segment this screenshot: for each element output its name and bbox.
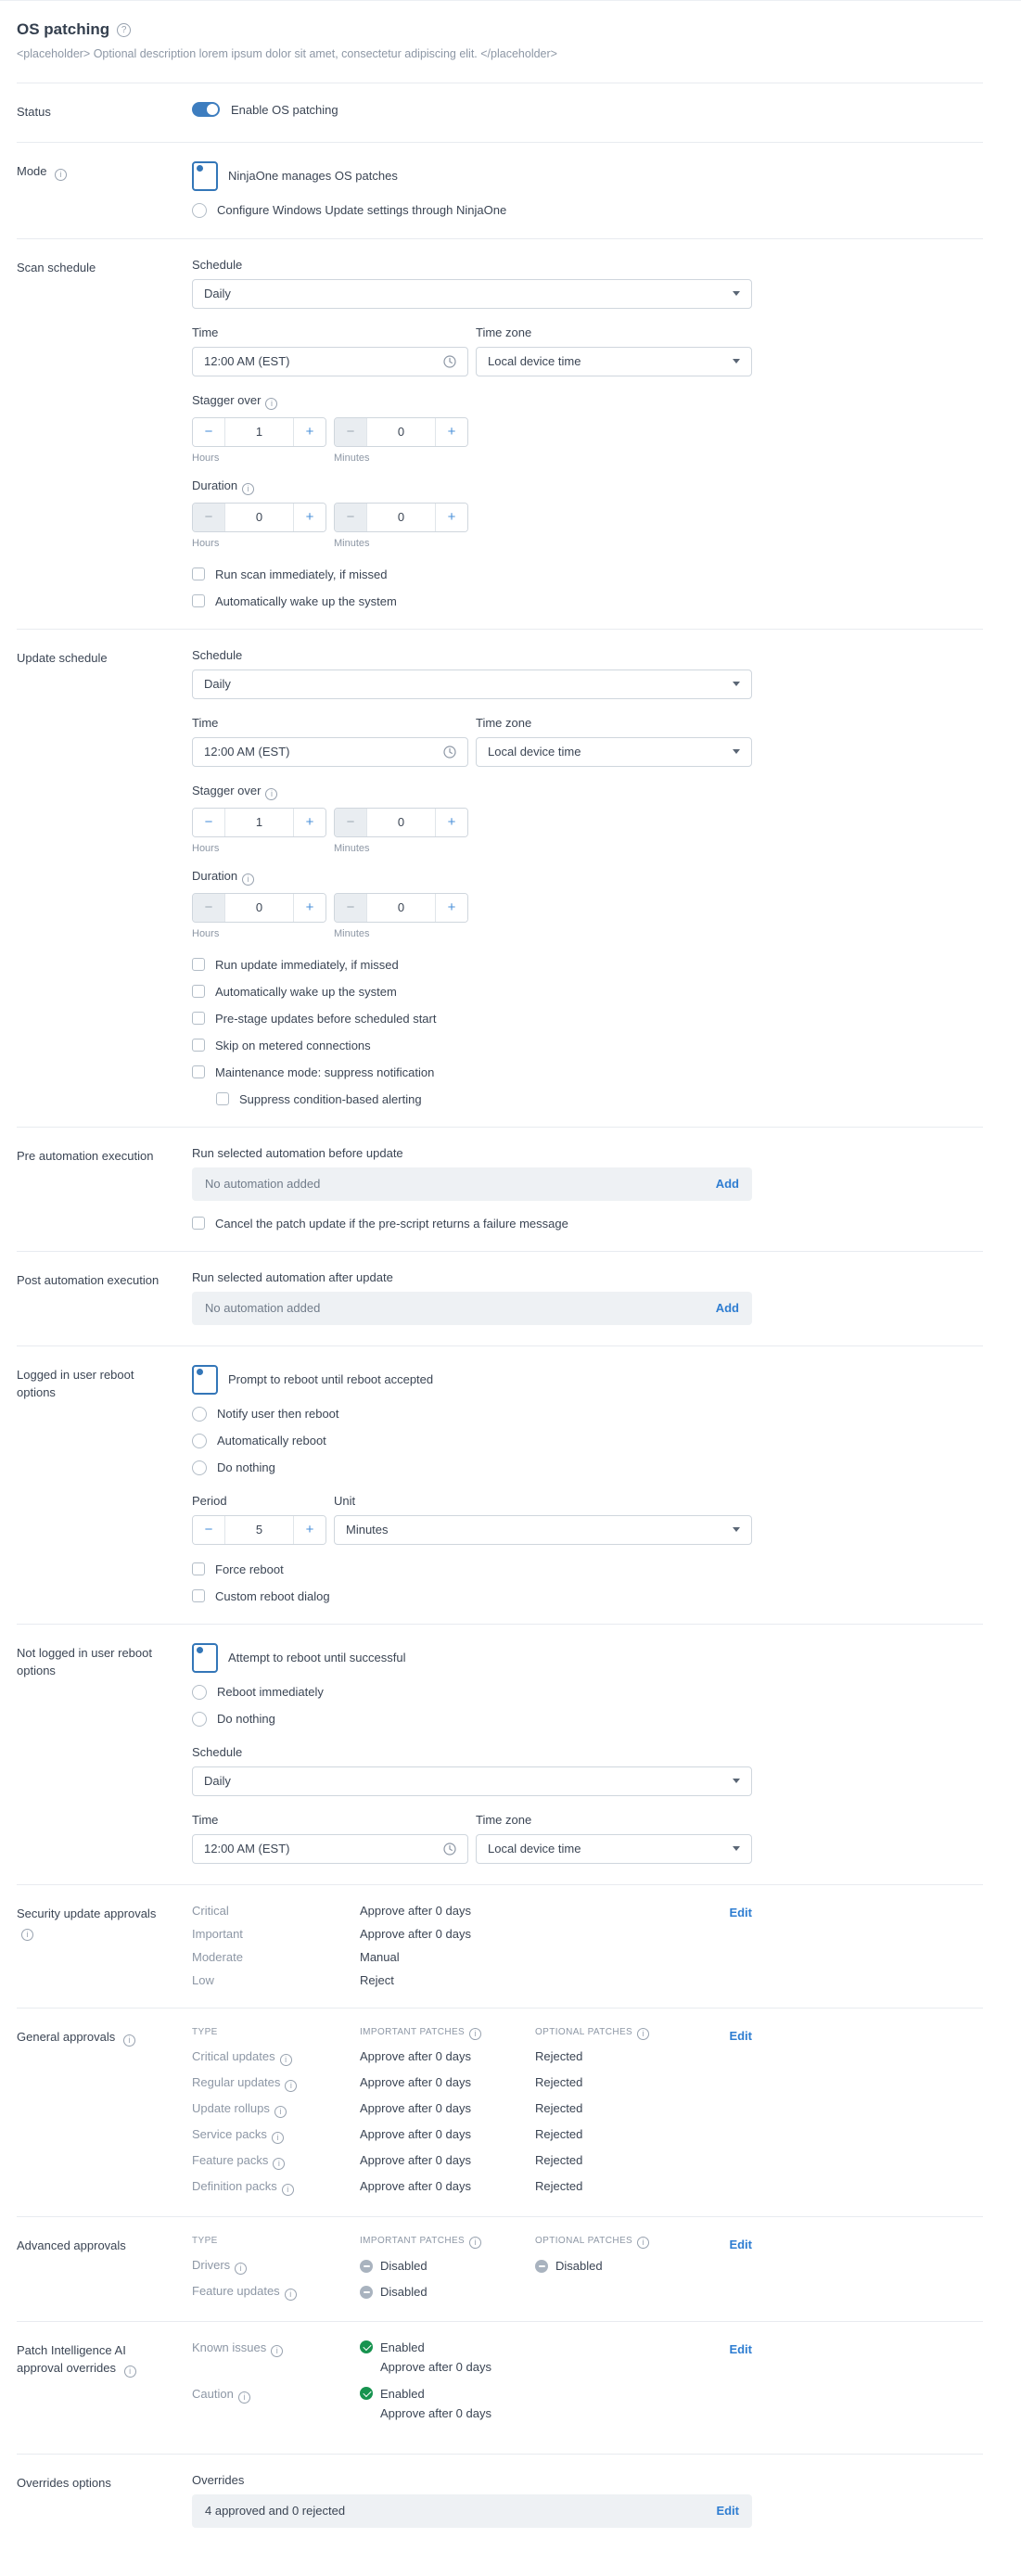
timezone-label: Time zone — [476, 1812, 532, 1827]
overrides-summary-bar — [192, 2494, 752, 2528]
radio-notify-then-reboot[interactable]: Notify user then reboot — [192, 1407, 752, 1422]
info-icon[interactable] — [469, 2028, 481, 2040]
overrides-summary: 4 approved and 0 rejected — [205, 2504, 346, 2519]
increment-button[interactable] — [294, 809, 325, 836]
decrement-button-disabled[interactable] — [335, 809, 366, 836]
minutes-label: Minutes — [334, 842, 370, 854]
no-automation-placeholder: No automation added — [205, 1301, 321, 1316]
column-header-type: TYPE — [192, 2026, 218, 2037]
hours-label: Hours — [192, 537, 220, 549]
radio-selected-icon — [192, 1365, 218, 1395]
patch-type-label: Regular updates i — [192, 2075, 360, 2092]
info-icon[interactable] — [282, 2184, 294, 2196]
patch-type-label: Definition packs i — [192, 2179, 360, 2196]
disabled-badge-icon — [535, 2260, 548, 2273]
increment-button[interactable] — [294, 1516, 325, 1544]
important-patches-status: Disabled — [360, 2284, 535, 2301]
radio-prompt-to-reboot[interactable]: Prompt to reboot until reboot accepted — [192, 1365, 752, 1395]
scan-duration-hours-stepper — [192, 503, 326, 532]
radio-do-nothing[interactable]: Do nothing — [192, 1460, 752, 1475]
info-icon[interactable] — [21, 1929, 33, 1941]
enabled-badge-icon — [360, 2340, 373, 2353]
chevron-down-icon — [733, 359, 740, 363]
schedule-label: Schedule — [192, 1744, 243, 1759]
checkbox-custom-reboot-dialog[interactable]: Custom reboot dialog — [192, 1589, 752, 1603]
radio-reboot-immediately[interactable]: Reboot immediately — [192, 1685, 752, 1700]
unit-select[interactable]: Minutes — [334, 1515, 752, 1545]
os-patching-settings-panel — [0, 1, 1021, 2576]
minutes-label: Minutes — [334, 537, 370, 549]
important-patches-value: Approve after 0 days — [360, 2152, 471, 2167]
edit-overrides-button[interactable]: Edit — [716, 2504, 739, 2519]
info-icon[interactable] — [273, 2158, 285, 2170]
section-label: Pre automation execution — [17, 1148, 154, 1163]
info-icon[interactable] — [242, 483, 254, 495]
section-update-schedule — [17, 629, 983, 1127]
update-schedule-select[interactable]: Daily — [192, 670, 752, 699]
increment-button[interactable] — [294, 894, 325, 922]
post-automation-field-label: Run selected automation after update — [192, 1269, 393, 1284]
info-icon[interactable] — [272, 2132, 284, 2144]
section-general-approvals — [17, 2008, 983, 2216]
time-label: Time — [192, 325, 219, 339]
post-automation-bar — [192, 1292, 752, 1325]
severity-label: Important — [192, 1926, 243, 1941]
pre-automation-field-label: Run selected automation before update — [192, 1145, 403, 1160]
severity-label: Moderate — [192, 1949, 243, 1964]
info-icon[interactable] — [285, 2080, 297, 2092]
patch-type-label: Service packs i — [192, 2127, 360, 2144]
checkbox-run-update-if-missed[interactable]: Run update immediately, if missed — [192, 958, 752, 972]
checkbox-icon — [192, 1012, 205, 1025]
approval-value: Approve after 0 days — [360, 1926, 471, 1941]
decrement-button-disabled[interactable] — [335, 504, 366, 531]
unit-label: Unit — [334, 1493, 356, 1508]
info-icon[interactable] — [285, 2289, 297, 2301]
update-time-input[interactable]: 12:00 AM (EST) — [192, 737, 468, 767]
severity-label: Low — [192, 1972, 214, 1987]
update-duration-minutes-stepper — [334, 893, 468, 923]
enabled-status: Enabled — [360, 2387, 752, 2401]
stepper-value[interactable]: 0 — [366, 809, 436, 836]
toggle-on-icon — [192, 102, 220, 117]
stepper-value[interactable]: 0 — [366, 894, 436, 922]
scan-duration-minutes-stepper — [334, 503, 468, 532]
increment-button[interactable] — [436, 418, 467, 446]
section-patch-intelligence — [17, 2321, 983, 2454]
clock-icon — [443, 746, 456, 759]
edit-patch-intelligence-button[interactable]: Edit — [729, 2341, 752, 2356]
stagger-over-label: Stagger over — [192, 392, 262, 407]
checkbox-run-scan-if-missed[interactable]: Run scan immediately, if missed — [192, 567, 752, 581]
section-label: Patch Intelligence AI approval overrides i — [17, 2340, 174, 2433]
schedule-label: Schedule — [192, 257, 243, 272]
important-patches-value: Approve after 0 days — [360, 2100, 471, 2115]
hours-label: Hours — [192, 842, 220, 854]
checkbox-icon — [216, 1092, 229, 1105]
stepper-value[interactable]: 0 — [366, 418, 436, 446]
section-post-automation — [17, 1251, 983, 1345]
time-label: Time — [192, 1812, 219, 1827]
add-automation-button[interactable]: Add — [715, 1177, 739, 1192]
column-header-important: IMPORTANT PATCHES i — [360, 2236, 535, 2249]
reboot-schedule-select[interactable]: Daily — [192, 1766, 752, 1796]
edit-security-approvals-button[interactable]: Edit — [729, 1905, 752, 1919]
increment-button[interactable] — [436, 504, 467, 531]
override-type-label: Caution i — [192, 2387, 360, 2433]
info-icon[interactable] — [637, 2028, 649, 2040]
section-status — [17, 83, 983, 142]
patch-type-label: Drivers i — [192, 2258, 360, 2275]
stepper-value[interactable]: 0 — [366, 504, 436, 531]
checkbox-icon — [192, 985, 205, 998]
radio-icon — [192, 1434, 207, 1448]
checkbox-auto-wake[interactable]: Automatically wake up the system — [192, 985, 752, 999]
decrement-button[interactable] — [193, 418, 224, 446]
section-overrides — [17, 2454, 983, 2548]
pre-automation-bar — [192, 1167, 752, 1201]
help-icon[interactable] — [117, 23, 131, 37]
overrides-field-label: Overrides — [192, 2472, 245, 2487]
info-icon[interactable] — [274, 2106, 287, 2118]
decrement-button-disabled[interactable] — [335, 894, 366, 922]
radio-icon — [192, 1685, 207, 1700]
patch-type-label: Feature packs i — [192, 2153, 360, 2170]
section-label: General approvals i — [17, 2027, 174, 2196]
optional-patches-value: Rejected — [535, 2074, 583, 2089]
checkbox-auto-wake[interactable]: Automatically wake up the system — [192, 594, 752, 608]
radio-selected-icon — [192, 161, 218, 191]
checkbox-icon — [192, 1039, 205, 1052]
enabled-status: Enabled — [360, 2340, 752, 2354]
checkbox-maintenance-mode[interactable]: Maintenance mode: suppress notification — [192, 1065, 752, 1079]
page-title: OS patching — [17, 20, 110, 38]
section-label: Update schedule — [17, 650, 108, 665]
optional-patches-value: Rejected — [535, 2048, 583, 2063]
section-label: Logged in user reboot options — [17, 1367, 134, 1399]
section-label: Advanced approvals — [17, 2238, 126, 2252]
section-label: Mode i — [17, 161, 174, 218]
checkbox-icon — [192, 958, 205, 971]
stepper-value[interactable]: 1 — [224, 809, 294, 836]
info-icon[interactable] — [123, 2034, 135, 2047]
period-label: Period — [192, 1493, 227, 1508]
edit-general-approvals-button[interactable]: Edit — [729, 2028, 752, 2043]
chevron-down-icon — [733, 749, 740, 754]
column-header-optional: OPTIONAL PATCHESi — [535, 2027, 752, 2040]
duration-label: Duration — [192, 868, 238, 883]
section-label: Status — [17, 105, 51, 119]
column-header-type: TYPE — [192, 2235, 218, 2246]
radio-configure-windows-update[interactable]: Configure Windows Update settings through NinjaOne — [192, 203, 752, 218]
severity-label: Critical — [192, 1903, 229, 1918]
optional-patches-value: Rejected — [535, 2100, 583, 2115]
section-logged-in-reboot — [17, 1345, 983, 1624]
checkbox-icon — [192, 594, 205, 607]
checkbox-icon — [192, 1217, 205, 1230]
optional-patches-value: Rejected — [535, 2178, 583, 2193]
section-scan-schedule — [17, 238, 983, 629]
decrement-button[interactable] — [193, 809, 224, 836]
important-patches-value: Approve after 0 days — [360, 2074, 471, 2089]
increment-button[interactable] — [294, 418, 325, 446]
radio-attempt-until-successful[interactable]: Attempt to reboot until successful — [192, 1643, 752, 1673]
radio-icon — [192, 1407, 207, 1422]
minutes-label: Minutes — [334, 927, 370, 939]
stepper-value[interactable]: 0 — [224, 894, 294, 922]
checkbox-cancel-on-prescript-failure[interactable]: Cancel the patch update if the pre-script returns a failure message — [192, 1217, 752, 1231]
stepper-value[interactable]: 0 — [224, 504, 294, 531]
chevron-down-icon — [733, 1846, 740, 1851]
update-stagger-minutes-stepper — [334, 808, 468, 837]
chevron-down-icon — [733, 291, 740, 296]
increment-button[interactable] — [436, 894, 467, 922]
approval-value: Reject — [360, 1972, 394, 1987]
checkbox-icon — [192, 1065, 205, 1078]
chevron-down-icon — [733, 1527, 740, 1532]
column-header-optional: OPTIONAL PATCHESi — [535, 2236, 752, 2249]
approval-value: Manual — [360, 1949, 400, 1964]
section-label: Security update approvals i — [17, 1904, 174, 1987]
decrement-button-disabled[interactable] — [193, 894, 224, 922]
enabled-badge-icon — [360, 2387, 373, 2400]
enable-os-patching-toggle-row[interactable] — [192, 102, 752, 117]
important-patches-value: Approve after 0 days — [360, 2126, 471, 2141]
section-advanced-approvals — [17, 2216, 983, 2321]
checkbox-icon — [192, 1562, 205, 1575]
add-automation-button[interactable]: Add — [715, 1301, 739, 1316]
optional-patches-value: Rejected — [535, 2152, 583, 2167]
decrement-button[interactable] — [193, 1516, 224, 1544]
radio-selected-icon — [192, 1643, 218, 1673]
section-label: Post automation execution — [17, 1272, 160, 1287]
radio-ninjaone-manages[interactable]: NinjaOne manages OS patches — [192, 161, 752, 191]
info-icon[interactable] — [55, 169, 67, 181]
minutes-label: Minutes — [334, 452, 370, 464]
info-icon[interactable] — [265, 398, 277, 410]
checkbox-force-reboot[interactable]: Force reboot — [192, 1562, 752, 1576]
scan-timezone-select[interactable]: Local device time — [476, 347, 752, 376]
edit-advanced-approvals-button[interactable]: Edit — [729, 2237, 752, 2251]
timezone-label: Time zone — [476, 325, 532, 339]
info-icon[interactable] — [235, 2263, 247, 2275]
clock-icon — [443, 355, 456, 368]
optional-patches-value: Rejected — [535, 2126, 583, 2141]
decrement-button-disabled[interactable] — [335, 418, 366, 446]
optional-patches-status: Disabled — [535, 2258, 752, 2275]
decrement-button-disabled[interactable] — [193, 504, 224, 531]
approval-detail: Approve after 0 days — [380, 2405, 491, 2420]
stepper-value[interactable]: 1 — [224, 418, 294, 446]
info-icon[interactable] — [271, 2345, 283, 2357]
approval-value: Approve after 0 days — [360, 1903, 471, 1918]
radio-do-nothing[interactable]: Do nothing — [192, 1712, 752, 1727]
checkbox-skip-metered[interactable]: Skip on metered connections — [192, 1039, 752, 1052]
update-duration-hours-stepper — [192, 893, 326, 923]
duration-label: Duration — [192, 478, 238, 492]
stepper-value[interactable]: 5 — [224, 1516, 294, 1544]
scan-schedule-select[interactable]: Daily — [192, 279, 752, 309]
approval-detail: Approve after 0 days — [380, 2359, 491, 2374]
section-label: Not logged in user reboot options — [17, 1645, 152, 1677]
section-not-logged-in-reboot — [17, 1624, 983, 1884]
period-stepper — [192, 1515, 326, 1545]
page-header — [17, 1, 983, 83]
section-label: Overrides options — [17, 2475, 111, 2490]
scan-stagger-minutes-stepper — [334, 417, 468, 447]
hours-label: Hours — [192, 927, 220, 939]
chevron-down-icon — [733, 1779, 740, 1783]
important-patches-value: Approve after 0 days — [360, 2178, 471, 2193]
info-icon[interactable] — [238, 2391, 250, 2404]
reboot-time-input[interactable]: 12:00 AM (EST) — [192, 1834, 468, 1864]
radio-icon — [192, 1460, 207, 1475]
override-type-label: Known issues i — [192, 2340, 360, 2387]
info-icon[interactable] — [280, 2054, 292, 2066]
section-pre-automation — [17, 1127, 983, 1251]
disabled-badge-icon — [360, 2260, 373, 2273]
radio-automatically-reboot[interactable]: Automatically reboot — [192, 1434, 752, 1448]
section-mode — [17, 142, 983, 238]
increment-button[interactable] — [294, 504, 325, 531]
chevron-down-icon — [733, 682, 740, 686]
scan-time-input[interactable]: 12:00 AM (EST) — [192, 347, 468, 376]
toggle-label: Enable OS patching — [231, 102, 338, 117]
important-patches-value: Approve after 0 days — [360, 2048, 471, 2063]
update-timezone-select[interactable]: Local device time — [476, 737, 752, 767]
info-icon[interactable] — [637, 2237, 649, 2249]
info-icon[interactable] — [265, 788, 277, 800]
radio-icon — [192, 203, 207, 218]
patch-type-label: Critical updates i — [192, 2049, 360, 2066]
section-label: Scan schedule — [17, 260, 96, 274]
info-icon[interactable] — [469, 2237, 481, 2249]
disabled-badge-icon — [360, 2286, 373, 2299]
checkbox-icon — [192, 1589, 205, 1602]
page-description: <placeholder> Optional description lorem ipsum dolor sit amet, consectetur adipiscing elit. </placeholder> — [17, 47, 557, 60]
time-label: Time — [192, 715, 219, 730]
patch-type-label: Update rollups i — [192, 2101, 360, 2118]
section-security-approvals — [17, 1884, 983, 2008]
no-automation-placeholder: No automation added — [205, 1177, 321, 1192]
checkbox-icon — [192, 567, 205, 580]
checkbox-suppress-alerting[interactable]: Suppress condition-based alerting — [216, 1092, 752, 1106]
clock-icon — [443, 1843, 456, 1855]
radio-icon — [192, 1712, 207, 1727]
patch-type-label: Feature updates i — [192, 2284, 360, 2301]
important-patches-status: Disabled — [360, 2258, 535, 2275]
hours-label: Hours — [192, 452, 220, 464]
increment-button[interactable] — [436, 809, 467, 836]
stagger-over-label: Stagger over — [192, 783, 262, 797]
info-icon[interactable] — [242, 874, 254, 886]
schedule-label: Schedule — [192, 647, 243, 662]
reboot-timezone-select[interactable]: Local device time — [476, 1834, 752, 1864]
column-header-important: IMPORTANT PATCHES i — [360, 2027, 535, 2040]
update-stagger-hours-stepper — [192, 808, 326, 837]
scan-stagger-hours-stepper — [192, 417, 326, 447]
info-icon[interactable] — [124, 2366, 136, 2378]
checkbox-pre-stage[interactable]: Pre-stage updates before scheduled start — [192, 1012, 752, 1026]
timezone-label: Time zone — [476, 715, 532, 730]
